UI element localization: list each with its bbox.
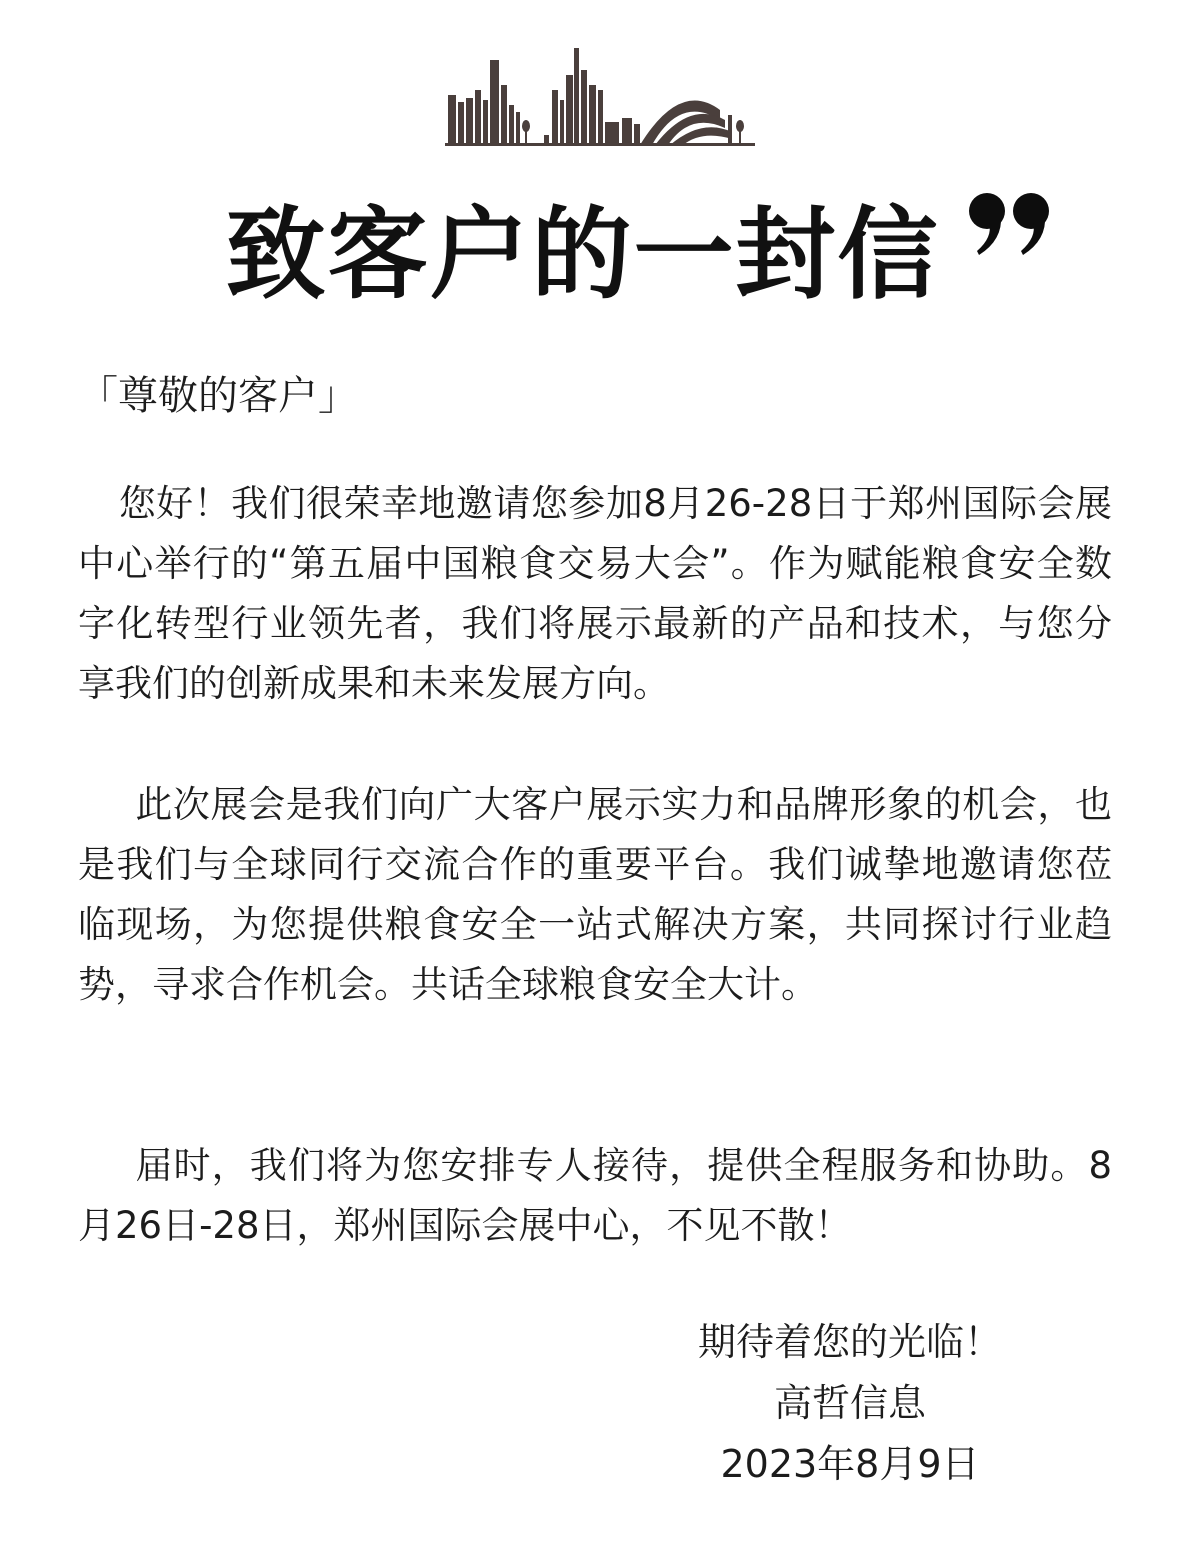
letter-date: 2023年8月9日: [720, 1442, 980, 1486]
closing-quote-icon: [965, 185, 1060, 260]
company-signature: 高哲信息: [773, 1381, 926, 1425]
letter-paragraph: 您好！我们很荣幸地邀请您参加8月26-28日于郑州国际会展中心举行的“第五届中国粮食交易大会”。作为赋能粮食安全数字化转型行业领先者，我们将展示最新的产品和技术，与您分享我们的创新成果和未来发展方向。: [78, 482, 1112, 705]
salutation: 「尊敬的客户」: [78, 373, 358, 419]
letter-paragraph: 届时，我们将为您安排专人接待，提供全程服务和协助。8月26日-28日，郑州国际会展中心，不见不散！: [78, 1144, 1112, 1247]
city-skyline-icon: [440, 40, 760, 150]
closing-line: 期待着您的光临！: [697, 1320, 1002, 1364]
page-title: 致客户的一封信: [225, 196, 940, 313]
letter-paragraph: 此次展会是我们向广大客户展示实力和品牌形象的机会，也是我们与全球同行交流合作的重要平台。我们诚挚地邀请您莅临现场，为您提供粮食安全一站式解决方案，共同探讨行业趋势，寻求合作机会。共话全球粮食安全大计。: [78, 783, 1112, 1006]
